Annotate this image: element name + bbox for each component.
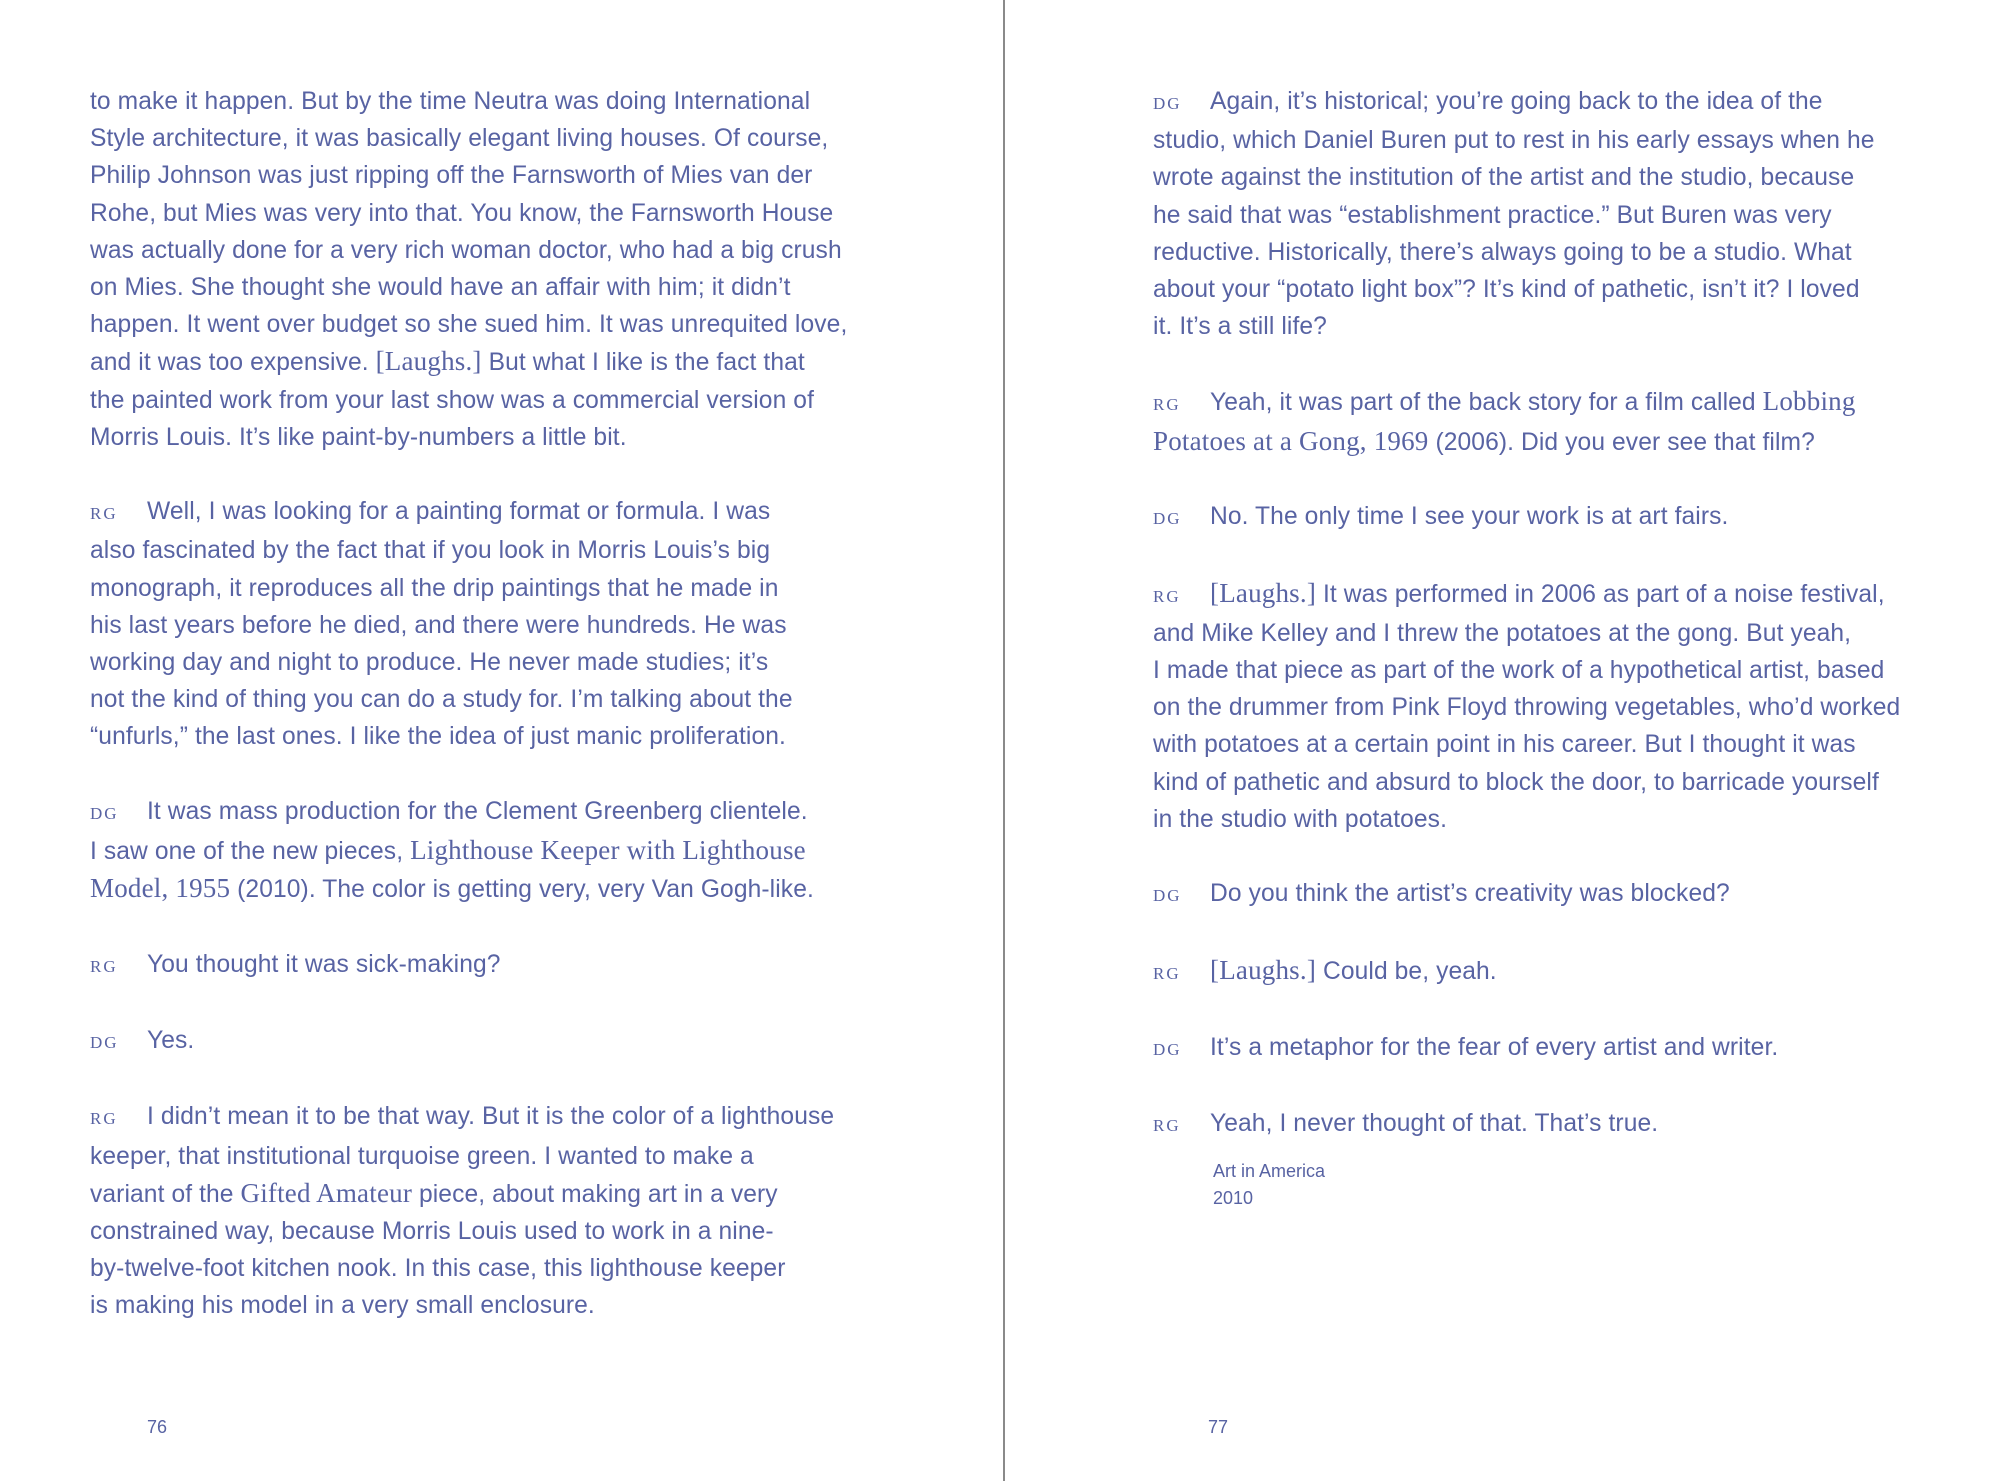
laughs-aside: [Laughs.] <box>1210 954 1317 985</box>
text-line <box>1153 83 1933 122</box>
text-line: I made that piece as part of the work of a hypothetical artist, based <box>1153 657 1885 684</box>
text-run: Yes. <box>147 1027 195 1055</box>
text-line: also fascinated by the fact that if you look in Morris Louis’s big <box>90 537 771 565</box>
text-line: with potatoes at a certain point in his career. But I thought it was <box>1153 731 1856 759</box>
paragraph <box>1153 1105 1933 1144</box>
source-publication: Art in America <box>1213 1161 1326 1181</box>
text-line: and Mike Kelley and I threw the potatoes at the gong. But yeah, <box>1153 619 1852 647</box>
text-line: it. It’s a still life? <box>1153 313 1327 341</box>
text-line <box>1153 575 1933 615</box>
paragraph <box>1153 952 1933 992</box>
text-line: to make it happen. But by the time Neutra was doing International <box>90 88 811 115</box>
paragraph <box>90 1098 870 1324</box>
source-credit <box>1213 1158 1325 1212</box>
artwork-title: Lobbing <box>1762 385 1856 416</box>
artwork-title: Gifted Amateur <box>240 1177 413 1208</box>
speaker-label: DG <box>1153 886 1182 906</box>
text-line <box>90 832 870 870</box>
artwork-title: Model, 1955 <box>90 873 231 904</box>
text-line: on Mies. She thought she would have an affair with him; it didn’t <box>90 274 791 302</box>
speaker-label: DG <box>1153 94 1182 113</box>
text-run: Again, it’s historical; you’re going back to the idea of the <box>1210 88 1823 115</box>
artwork-title: Lighthouse Keeper with Lighthouse <box>410 835 806 866</box>
text-run: It was performed in 2006 as part of a noise festival, <box>1316 580 1885 608</box>
text-run: Yeah, it was part of the back story for a film called <box>1210 388 1763 416</box>
text-line: keeper, that institutional turquoise green. I wanted to make a <box>90 1142 754 1170</box>
text-run: No. The only time I see your work is at art fairs. <box>1210 503 1729 531</box>
speaker-label: RG <box>90 504 118 524</box>
text-run: But what I like is the fact that <box>481 349 805 377</box>
text-line <box>1153 875 1933 914</box>
source-year: 2010 <box>1213 1188 1254 1208</box>
right-text-column <box>1153 83 1933 1182</box>
speaker-label: RG <box>90 956 118 976</box>
text-line <box>90 870 870 908</box>
text-line <box>1153 383 1933 423</box>
text-line: about your “potato light box”? It’s kind of pathetic, isn’t it? I loved <box>1153 276 1860 304</box>
page-number: 76 <box>147 1417 168 1437</box>
text-line: he said that was “establishment practice.” But Buren was very <box>1153 201 1832 229</box>
text-line <box>90 1022 870 1061</box>
text-line: is making his model in a very small enclosure. <box>90 1292 595 1320</box>
text-line <box>90 793 870 832</box>
right-page <box>1005 0 2000 1481</box>
text-run: Well, I was looking for a painting format or formula. I was <box>147 498 771 526</box>
speaker-label: DG <box>90 803 119 823</box>
text-line: Morris Louis. It’s like paint-by-numbers a little bit. <box>90 423 627 451</box>
left-text-column <box>90 83 870 1362</box>
text-run: Could be, yeah. <box>1316 957 1497 985</box>
text-run: Yeah, I never thought of that. That’s true. <box>1210 1110 1659 1138</box>
speaker-label: RG <box>1153 394 1181 414</box>
paragraph <box>90 793 870 909</box>
text-run: (2006). Did you ever see that film? <box>1428 428 1815 456</box>
text-line: kind of pathetic and absurd to block the door, to barricade yourself <box>1153 768 1879 796</box>
text-line <box>90 1175 870 1213</box>
speaker-label: RG <box>90 1109 118 1129</box>
paragraph <box>1153 383 1933 461</box>
speaker-label: RG <box>1153 586 1181 606</box>
text-line: studio, which Daniel Buren put to rest in his early essays when he <box>1153 127 1875 155</box>
text-line: by-twelve-foot kitchen nook. In this case, this lighthouse keeper <box>90 1255 786 1283</box>
text-line <box>1153 952 1933 992</box>
text-run: variant of the <box>90 1180 241 1208</box>
text-line: Rohe, but Mies was very into that. You know, the Farnsworth House <box>90 199 834 227</box>
text-run: and it was too expensive. <box>90 349 376 377</box>
text-run: I didn’t mean it to be that way. But it is the color of a lighthouse <box>147 1103 835 1131</box>
text-run: It was mass production for the Clement Greenberg clientele. <box>147 797 808 825</box>
paragraph <box>1153 1029 1933 1068</box>
text-line: Style architecture, it was basically elegant living houses. Of course, <box>90 125 829 153</box>
paragraph <box>1153 875 1933 914</box>
text-run: It’s a metaphor for the fear of every artist and writer. <box>1210 1033 1779 1061</box>
text-line <box>90 946 870 985</box>
text-line: constrained way, because Morris Louis used to work in a nine- <box>90 1218 774 1246</box>
paragraph <box>90 1022 870 1061</box>
text-line <box>1153 1105 1933 1144</box>
text-line <box>90 343 870 381</box>
speaker-label: RG <box>1153 1116 1181 1136</box>
paragraph <box>90 946 870 985</box>
text-line: wrote against the institution of the artist and the studio, because <box>1153 164 1855 192</box>
speaker-label: RG <box>1153 963 1181 983</box>
paragraph <box>1153 575 1933 838</box>
text-line: “unfurls,” the last ones. I like the idea of just manic proliferation. <box>90 723 786 751</box>
text-run: Do you think the artist’s creativity was blocked? <box>1210 880 1730 908</box>
text-line <box>90 1098 870 1137</box>
speaker-label: DG <box>1153 1039 1182 1059</box>
speaker-label: DG <box>1153 509 1182 529</box>
text-line: working day and night to produce. He never made studies; it’s <box>90 649 769 677</box>
paragraph <box>90 493 870 755</box>
text-line: Philip Johnson was just ripping off the Farnsworth of Mies van der <box>90 162 813 190</box>
text-line: happen. It went over budget so she sued him. It was unrequited love, <box>90 311 848 339</box>
text-line: in the studio with potatoes. <box>1153 805 1448 833</box>
text-line: not the kind of thing you can do a study for. I’m talking about the <box>90 686 793 714</box>
artwork-title: Potatoes at a Gong, 1969 <box>1153 425 1429 456</box>
text-line: was actually done for a very rich woman doctor, who had a big crush <box>90 236 842 264</box>
text-line <box>90 493 870 532</box>
text-run: I saw one of the new pieces, <box>90 838 411 866</box>
speaker-label: DG <box>90 1033 119 1053</box>
text-run: piece, about making art in a very <box>412 1180 778 1208</box>
page-number: 77 <box>1208 1417 1229 1437</box>
text-line <box>1153 498 1933 537</box>
text-line <box>1153 1029 1933 1068</box>
laughs-aside: [Laughs.] <box>1210 577 1317 608</box>
paragraph <box>1153 83 1933 345</box>
text-run: (2010). The color is getting very, very Van Gogh-like. <box>230 876 814 904</box>
paragraph <box>90 83 870 456</box>
text-line: the painted work from your last show was a commercial version of <box>90 386 815 414</box>
text-line <box>1153 423 1933 461</box>
paragraph <box>1153 498 1933 537</box>
text-run: You thought it was sick-making? <box>147 950 501 978</box>
text-line: reductive. Historically, there’s always going to be a studio. What <box>1153 238 1852 266</box>
text-line: his last years before he died, and there were hundreds. He was <box>90 611 787 639</box>
text-line: monograph, it reproduces all the drip paintings that he made in <box>90 574 779 602</box>
text-line: on the drummer from Pink Floyd throwing vegetables, who’d worked <box>1153 694 1901 722</box>
laughs-aside: [Laughs.] <box>375 346 482 377</box>
